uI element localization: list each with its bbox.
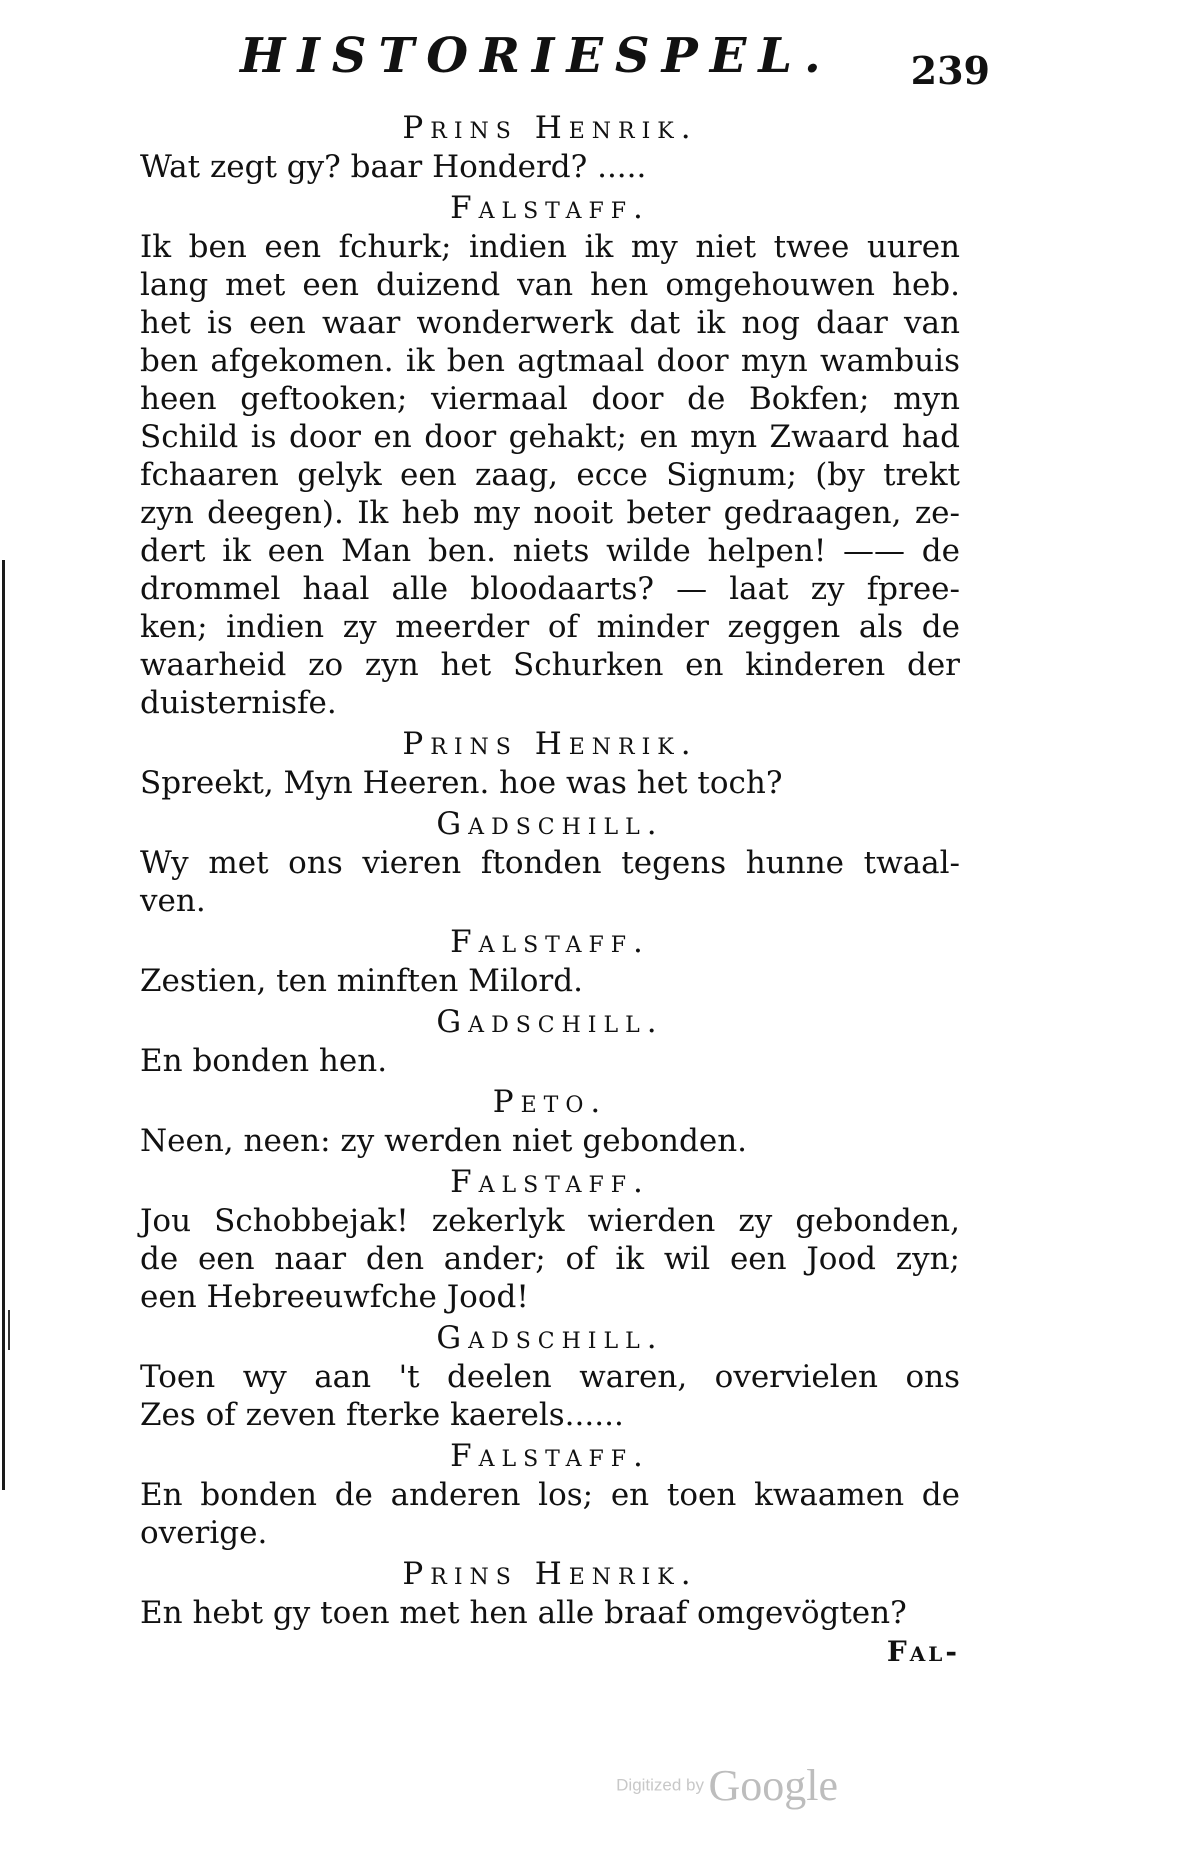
- catchword: Fal-: [886, 1635, 960, 1668]
- speech-line: de een naar den ander; of ik wil een Jood zyn;: [140, 1241, 960, 1277]
- speech-line: ben afgekomen. ik ben agtmaal door myn wambuis: [140, 343, 960, 379]
- speech-block: [140, 228, 960, 722]
- speaker-name: Falstaff.: [450, 190, 650, 226]
- page-edge-shadow: [2, 560, 5, 1490]
- speech-line: En bonden hen.: [140, 1043, 388, 1079]
- play-text: [140, 108, 960, 1670]
- speaker-name: Falstaff.: [450, 1164, 650, 1200]
- speaker-name: Prins Henrik.: [402, 1556, 698, 1592]
- watermark-prefix: Digitized by: [616, 1775, 705, 1795]
- speech-block: [140, 148, 960, 186]
- speech-block: [140, 844, 960, 920]
- speech-block: [140, 1122, 960, 1160]
- speech-line: zyn deegen). Ik heb my nooit beter gedraagen, ze-: [140, 495, 960, 531]
- google-logo: Google: [708, 1761, 838, 1810]
- speech-block: [140, 1476, 960, 1552]
- speech-line: En hebt gy toen met hen alle braaf omgevögten?: [140, 1595, 907, 1631]
- speech-line: waarheid zo zyn het Schurken en kinderen der: [140, 647, 960, 683]
- speaker-name: Falstaff.: [450, 1438, 650, 1474]
- speech-block: [140, 1042, 960, 1080]
- speaker-name: Peto.: [492, 1084, 608, 1120]
- digitized-by-google-watermark: [616, 1760, 838, 1811]
- speaker-name: Prins Henrik.: [402, 726, 698, 762]
- speech-line: Wat zegt gy? baar Honderd? .....: [140, 149, 647, 185]
- speech-line: ken; indien zy meerder of minder zeggen als de: [140, 609, 960, 645]
- speech-line: dert ik een Man ben. niets wilde helpen! —— de: [140, 533, 960, 569]
- speaker-name: Gadschill.: [436, 1320, 664, 1356]
- speech-line: een Hebreeuwfche Jood!: [140, 1279, 529, 1315]
- speaker-name: Gadschill.: [436, 1004, 664, 1040]
- speech-line: Jou Schobbejak! zekerlyk wierden zy gebonden,: [140, 1203, 960, 1239]
- speech-line: Neen, neen: zy werden niet gebonden.: [140, 1123, 748, 1159]
- speech-line: duisternisfe.: [140, 685, 337, 721]
- speech-line: Wy met ons vieren ftonden tegens hunne twaal-: [140, 845, 960, 881]
- speech-line: heen geftooken; viermaal door de Bokfen; myn: [140, 381, 960, 417]
- page-header: [240, 28, 990, 98]
- speech-block: [140, 1594, 960, 1632]
- running-head: HISTORIESPEL.: [240, 28, 833, 84]
- speech-line: Schild is door en door gehakt; en myn Zwaard had: [140, 419, 960, 455]
- speech-line: lang met een duizend van hen omgehouwen heb.: [140, 267, 960, 303]
- speech-line: fchaaren gelyk een zaag, ecce Signum; (by trekt: [140, 457, 960, 493]
- speech-line: Toen wy aan 't deelen waren, overvielen ons: [140, 1359, 960, 1395]
- speech-line: overige.: [140, 1515, 268, 1551]
- speech-block: [140, 1202, 960, 1316]
- speech-line: ven.: [140, 883, 206, 919]
- speech-line: En bonden de anderen los; en toen kwaamen de: [140, 1477, 960, 1513]
- speech-block: [140, 962, 960, 1000]
- speaker-name: Falstaff.: [450, 924, 650, 960]
- speech-line: Zestien, ten minften Milord.: [140, 963, 583, 999]
- page-edge-mark: [8, 1310, 10, 1350]
- speech-line: Spreekt, Myn Heeren. hoe was het toch?: [140, 765, 783, 801]
- speaker-name: Gadschill.: [436, 806, 664, 842]
- speech-block: [140, 764, 960, 802]
- speech-line: het is een waar wonderwerk dat ik nog daar van: [140, 305, 960, 341]
- speech-line: drommel haal alle bloodaarts? — laat zy fpree-: [140, 571, 960, 607]
- speech-line: Ik ben een fchurk; indien ik my niet twee uuren: [140, 229, 960, 265]
- page-number: 239: [910, 48, 990, 93]
- speech-line: Zes of zeven fterke kaerels......: [140, 1397, 624, 1433]
- speaker-name: Prins Henrik.: [402, 110, 698, 146]
- speech-block: [140, 1358, 960, 1434]
